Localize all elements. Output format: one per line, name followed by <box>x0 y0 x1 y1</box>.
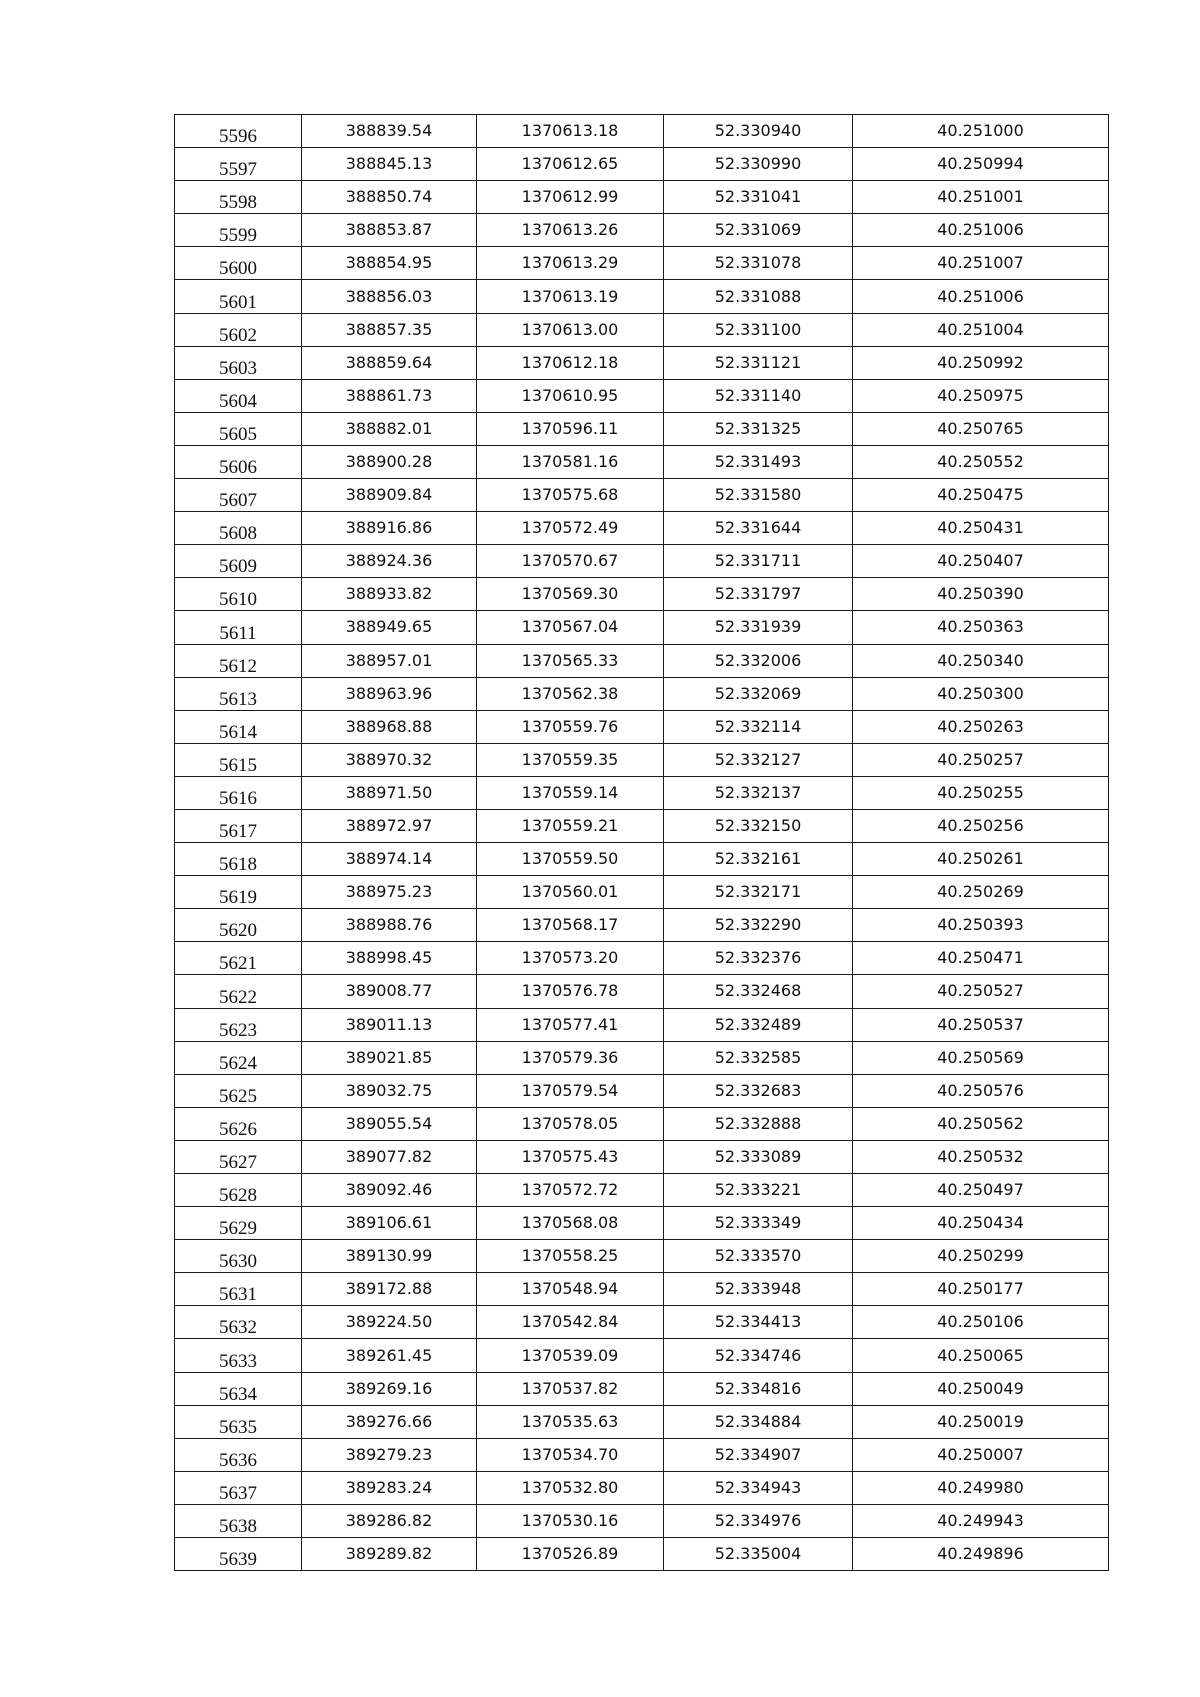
coordinates-table-body <box>175 115 1109 1571</box>
longitude-cell: 40.250497 <box>853 1174 1109 1207</box>
longitude-cell: 40.250537 <box>853 1008 1109 1041</box>
y-coordinate-cell: 1370530.16 <box>477 1504 664 1537</box>
latitude-cell: 52.332290 <box>664 909 853 942</box>
x-coordinate-cell: 388857.35 <box>302 313 477 346</box>
table-row <box>175 115 1109 148</box>
x-coordinate-cell: 388882.01 <box>302 412 477 445</box>
latitude-cell: 52.332489 <box>664 1008 853 1041</box>
x-coordinate-cell: 388924.36 <box>302 545 477 578</box>
y-coordinate-cell: 1370567.04 <box>477 611 664 644</box>
point-number-cell: 5616 <box>175 776 302 809</box>
x-coordinate-cell: 388909.84 <box>302 479 477 512</box>
y-coordinate-cell: 1370560.01 <box>477 876 664 909</box>
table-row <box>175 1074 1109 1107</box>
y-coordinate-cell: 1370559.21 <box>477 809 664 842</box>
longitude-cell: 40.250765 <box>853 412 1109 445</box>
y-coordinate-cell: 1370613.29 <box>477 247 664 280</box>
latitude-cell: 52.332114 <box>664 710 853 743</box>
latitude-cell: 52.332150 <box>664 809 853 842</box>
point-number-cell: 5637 <box>175 1471 302 1504</box>
y-coordinate-cell: 1370613.26 <box>477 214 664 247</box>
latitude-cell: 52.331078 <box>664 247 853 280</box>
y-coordinate-cell: 1370570.67 <box>477 545 664 578</box>
table-row <box>175 611 1109 644</box>
latitude-cell: 52.331939 <box>664 611 853 644</box>
point-number-cell: 5602 <box>175 313 302 346</box>
latitude-cell: 52.335004 <box>664 1538 853 1571</box>
table-row <box>175 1438 1109 1471</box>
point-number-cell: 5601 <box>175 280 302 313</box>
point-number-cell: 5619 <box>175 876 302 909</box>
y-coordinate-cell: 1370576.78 <box>477 975 664 1008</box>
latitude-cell: 52.331069 <box>664 214 853 247</box>
x-coordinate-cell: 389106.61 <box>302 1207 477 1240</box>
y-coordinate-cell: 1370612.18 <box>477 346 664 379</box>
y-coordinate-cell: 1370578.05 <box>477 1107 664 1140</box>
table-row <box>175 843 1109 876</box>
x-coordinate-cell: 389008.77 <box>302 975 477 1008</box>
table-row <box>175 1174 1109 1207</box>
point-number-cell: 5630 <box>175 1240 302 1273</box>
x-coordinate-cell: 389276.66 <box>302 1405 477 1438</box>
point-number-cell: 5625 <box>175 1074 302 1107</box>
latitude-cell: 52.334816 <box>664 1372 853 1405</box>
x-coordinate-cell: 389077.82 <box>302 1140 477 1173</box>
latitude-cell: 52.332137 <box>664 776 853 809</box>
table-row <box>175 1107 1109 1140</box>
point-number-cell: 5624 <box>175 1041 302 1074</box>
table-row <box>175 1471 1109 1504</box>
latitude-cell: 52.331644 <box>664 512 853 545</box>
y-coordinate-cell: 1370575.43 <box>477 1140 664 1173</box>
latitude-cell: 52.334907 <box>664 1438 853 1471</box>
x-coordinate-cell: 389011.13 <box>302 1008 477 1041</box>
x-coordinate-cell: 388861.73 <box>302 379 477 412</box>
x-coordinate-cell: 388963.96 <box>302 677 477 710</box>
point-number-cell: 5610 <box>175 578 302 611</box>
table-row <box>175 545 1109 578</box>
y-coordinate-cell: 1370613.19 <box>477 280 664 313</box>
latitude-cell: 52.331797 <box>664 578 853 611</box>
latitude-cell: 52.331041 <box>664 181 853 214</box>
x-coordinate-cell: 389283.24 <box>302 1471 477 1504</box>
x-coordinate-cell: 389286.82 <box>302 1504 477 1537</box>
table-row <box>175 743 1109 776</box>
point-number-cell: 5599 <box>175 214 302 247</box>
point-number-cell: 5618 <box>175 843 302 876</box>
longitude-cell: 40.250049 <box>853 1372 1109 1405</box>
longitude-cell: 40.250992 <box>853 346 1109 379</box>
longitude-cell: 40.250019 <box>853 1405 1109 1438</box>
point-number-cell: 5634 <box>175 1372 302 1405</box>
y-coordinate-cell: 1370534.70 <box>477 1438 664 1471</box>
table-row <box>175 313 1109 346</box>
x-coordinate-cell: 388972.97 <box>302 809 477 842</box>
latitude-cell: 52.334413 <box>664 1306 853 1339</box>
y-coordinate-cell: 1370535.63 <box>477 1405 664 1438</box>
y-coordinate-cell: 1370542.84 <box>477 1306 664 1339</box>
latitude-cell: 52.333349 <box>664 1207 853 1240</box>
table-row <box>175 909 1109 942</box>
table-row <box>175 181 1109 214</box>
table-row <box>175 214 1109 247</box>
longitude-cell: 40.250532 <box>853 1140 1109 1173</box>
longitude-cell: 40.250065 <box>853 1339 1109 1372</box>
x-coordinate-cell: 388853.87 <box>302 214 477 247</box>
longitude-cell: 40.250569 <box>853 1041 1109 1074</box>
latitude-cell: 52.334746 <box>664 1339 853 1372</box>
longitude-cell: 40.250576 <box>853 1074 1109 1107</box>
point-number-cell: 5615 <box>175 743 302 776</box>
x-coordinate-cell: 389021.85 <box>302 1041 477 1074</box>
latitude-cell: 52.331100 <box>664 313 853 346</box>
longitude-cell: 40.250434 <box>853 1207 1109 1240</box>
point-number-cell: 5604 <box>175 379 302 412</box>
longitude-cell: 40.251004 <box>853 313 1109 346</box>
longitude-cell: 40.250106 <box>853 1306 1109 1339</box>
y-coordinate-cell: 1370573.20 <box>477 942 664 975</box>
x-coordinate-cell: 388975.23 <box>302 876 477 909</box>
x-coordinate-cell: 388998.45 <box>302 942 477 975</box>
point-number-cell: 5627 <box>175 1140 302 1173</box>
longitude-cell: 40.250431 <box>853 512 1109 545</box>
latitude-cell: 52.332585 <box>664 1041 853 1074</box>
point-number-cell: 5631 <box>175 1273 302 1306</box>
table-row <box>175 1405 1109 1438</box>
longitude-cell: 40.250390 <box>853 578 1109 611</box>
x-coordinate-cell: 388933.82 <box>302 578 477 611</box>
table-row <box>175 942 1109 975</box>
y-coordinate-cell: 1370572.49 <box>477 512 664 545</box>
x-coordinate-cell: 388974.14 <box>302 843 477 876</box>
x-coordinate-cell: 388968.88 <box>302 710 477 743</box>
latitude-cell: 52.332127 <box>664 743 853 776</box>
longitude-cell: 40.250562 <box>853 1107 1109 1140</box>
y-coordinate-cell: 1370568.08 <box>477 1207 664 1240</box>
y-coordinate-cell: 1370565.33 <box>477 644 664 677</box>
point-number-cell: 5628 <box>175 1174 302 1207</box>
table-row <box>175 445 1109 478</box>
point-number-cell: 5635 <box>175 1405 302 1438</box>
longitude-cell: 40.250269 <box>853 876 1109 909</box>
latitude-cell: 52.333089 <box>664 1140 853 1173</box>
table-row <box>175 1140 1109 1173</box>
x-coordinate-cell: 388859.64 <box>302 346 477 379</box>
point-number-cell: 5636 <box>175 1438 302 1471</box>
point-number-cell: 5626 <box>175 1107 302 1140</box>
table-row <box>175 1041 1109 1074</box>
x-coordinate-cell: 388850.74 <box>302 181 477 214</box>
point-number-cell: 5605 <box>175 412 302 445</box>
table-row <box>175 1372 1109 1405</box>
table-row <box>175 1339 1109 1372</box>
x-coordinate-cell: 389289.82 <box>302 1538 477 1571</box>
longitude-cell: 40.249980 <box>853 1471 1109 1504</box>
x-coordinate-cell: 388970.32 <box>302 743 477 776</box>
y-coordinate-cell: 1370610.95 <box>477 379 664 412</box>
longitude-cell: 40.250299 <box>853 1240 1109 1273</box>
longitude-cell: 40.249943 <box>853 1504 1109 1537</box>
longitude-cell: 40.251006 <box>853 214 1109 247</box>
table-row <box>175 710 1109 743</box>
latitude-cell: 52.334884 <box>664 1405 853 1438</box>
y-coordinate-cell: 1370575.68 <box>477 479 664 512</box>
y-coordinate-cell: 1370539.09 <box>477 1339 664 1372</box>
latitude-cell: 52.331325 <box>664 412 853 445</box>
longitude-cell: 40.250471 <box>853 942 1109 975</box>
latitude-cell: 52.330940 <box>664 115 853 148</box>
point-number-cell: 5611 <box>175 611 302 644</box>
table-row <box>175 1008 1109 1041</box>
x-coordinate-cell: 388856.03 <box>302 280 477 313</box>
point-number-cell: 5600 <box>175 247 302 280</box>
point-number-cell: 5603 <box>175 346 302 379</box>
y-coordinate-cell: 1370577.41 <box>477 1008 664 1041</box>
longitude-cell: 40.250177 <box>853 1273 1109 1306</box>
x-coordinate-cell: 388988.76 <box>302 909 477 942</box>
y-coordinate-cell: 1370532.80 <box>477 1471 664 1504</box>
table-row <box>175 280 1109 313</box>
latitude-cell: 52.332171 <box>664 876 853 909</box>
table-row <box>175 876 1109 909</box>
longitude-cell: 40.250407 <box>853 545 1109 578</box>
latitude-cell: 52.332683 <box>664 1074 853 1107</box>
table-row <box>175 148 1109 181</box>
latitude-cell: 52.331493 <box>664 445 853 478</box>
longitude-cell: 40.250975 <box>853 379 1109 412</box>
y-coordinate-cell: 1370562.38 <box>477 677 664 710</box>
y-coordinate-cell: 1370612.65 <box>477 148 664 181</box>
y-coordinate-cell: 1370526.89 <box>477 1538 664 1571</box>
point-number-cell: 5621 <box>175 942 302 975</box>
longitude-cell: 40.250363 <box>853 611 1109 644</box>
latitude-cell: 52.333221 <box>664 1174 853 1207</box>
x-coordinate-cell: 389032.75 <box>302 1074 477 1107</box>
x-coordinate-cell: 389055.54 <box>302 1107 477 1140</box>
point-number-cell: 5606 <box>175 445 302 478</box>
x-coordinate-cell: 388900.28 <box>302 445 477 478</box>
table-row <box>175 1538 1109 1571</box>
table-row <box>175 677 1109 710</box>
x-coordinate-cell: 389279.23 <box>302 1438 477 1471</box>
point-number-cell: 5614 <box>175 710 302 743</box>
longitude-cell: 40.251000 <box>853 115 1109 148</box>
point-number-cell: 5597 <box>175 148 302 181</box>
latitude-cell: 52.333570 <box>664 1240 853 1273</box>
point-number-cell: 5609 <box>175 545 302 578</box>
longitude-cell: 40.250256 <box>853 809 1109 842</box>
table-row <box>175 578 1109 611</box>
table-row <box>175 1207 1109 1240</box>
x-coordinate-cell: 389224.50 <box>302 1306 477 1339</box>
longitude-cell: 40.251006 <box>853 280 1109 313</box>
point-number-cell: 5613 <box>175 677 302 710</box>
latitude-cell: 52.332069 <box>664 677 853 710</box>
point-number-cell: 5612 <box>175 644 302 677</box>
longitude-cell: 40.250393 <box>853 909 1109 942</box>
latitude-cell: 52.331711 <box>664 545 853 578</box>
table-row <box>175 512 1109 545</box>
latitude-cell: 52.331580 <box>664 479 853 512</box>
latitude-cell: 52.332376 <box>664 942 853 975</box>
table-row <box>175 1273 1109 1306</box>
longitude-cell: 40.251001 <box>853 181 1109 214</box>
x-coordinate-cell: 388854.95 <box>302 247 477 280</box>
table-row <box>175 975 1109 1008</box>
table-row <box>175 247 1109 280</box>
x-coordinate-cell: 389172.88 <box>302 1273 477 1306</box>
y-coordinate-cell: 1370581.16 <box>477 445 664 478</box>
y-coordinate-cell: 1370579.36 <box>477 1041 664 1074</box>
x-coordinate-cell: 388916.86 <box>302 512 477 545</box>
latitude-cell: 52.331088 <box>664 280 853 313</box>
longitude-cell: 40.251007 <box>853 247 1109 280</box>
point-number-cell: 5622 <box>175 975 302 1008</box>
longitude-cell: 40.250475 <box>853 479 1109 512</box>
y-coordinate-cell: 1370568.17 <box>477 909 664 942</box>
table-row <box>175 1504 1109 1537</box>
latitude-cell: 52.332468 <box>664 975 853 1008</box>
table-row <box>175 479 1109 512</box>
point-number-cell: 5638 <box>175 1504 302 1537</box>
x-coordinate-cell: 389269.16 <box>302 1372 477 1405</box>
y-coordinate-cell: 1370569.30 <box>477 578 664 611</box>
latitude-cell: 52.333948 <box>664 1273 853 1306</box>
x-coordinate-cell: 388845.13 <box>302 148 477 181</box>
y-coordinate-cell: 1370579.54 <box>477 1074 664 1107</box>
latitude-cell: 52.334976 <box>664 1504 853 1537</box>
table-row <box>175 1306 1109 1339</box>
x-coordinate-cell: 388957.01 <box>302 644 477 677</box>
y-coordinate-cell: 1370613.00 <box>477 313 664 346</box>
longitude-cell: 40.250255 <box>853 776 1109 809</box>
y-coordinate-cell: 1370612.99 <box>477 181 664 214</box>
point-number-cell: 5633 <box>175 1339 302 1372</box>
point-number-cell: 5639 <box>175 1538 302 1571</box>
longitude-cell: 40.250340 <box>853 644 1109 677</box>
point-number-cell: 5620 <box>175 909 302 942</box>
latitude-cell: 52.332006 <box>664 644 853 677</box>
latitude-cell: 52.331121 <box>664 346 853 379</box>
y-coordinate-cell: 1370537.82 <box>477 1372 664 1405</box>
point-number-cell: 5608 <box>175 512 302 545</box>
longitude-cell: 40.250261 <box>853 843 1109 876</box>
coordinates-table <box>174 114 1109 1571</box>
point-number-cell: 5617 <box>175 809 302 842</box>
table-row <box>175 379 1109 412</box>
longitude-cell: 40.249896 <box>853 1538 1109 1571</box>
y-coordinate-cell: 1370596.11 <box>477 412 664 445</box>
y-coordinate-cell: 1370559.76 <box>477 710 664 743</box>
x-coordinate-cell: 389261.45 <box>302 1339 477 1372</box>
longitude-cell: 40.250994 <box>853 148 1109 181</box>
point-number-cell: 5596 <box>175 115 302 148</box>
x-coordinate-cell: 389130.99 <box>302 1240 477 1273</box>
longitude-cell: 40.250552 <box>853 445 1109 478</box>
x-coordinate-cell: 388949.65 <box>302 611 477 644</box>
table-row <box>175 644 1109 677</box>
table-row <box>175 412 1109 445</box>
y-coordinate-cell: 1370559.14 <box>477 776 664 809</box>
y-coordinate-cell: 1370559.50 <box>477 843 664 876</box>
y-coordinate-cell: 1370613.18 <box>477 115 664 148</box>
latitude-cell: 52.334943 <box>664 1471 853 1504</box>
point-number-cell: 5629 <box>175 1207 302 1240</box>
table-row <box>175 776 1109 809</box>
latitude-cell: 52.332161 <box>664 843 853 876</box>
latitude-cell: 52.331140 <box>664 379 853 412</box>
longitude-cell: 40.250257 <box>853 743 1109 776</box>
y-coordinate-cell: 1370572.72 <box>477 1174 664 1207</box>
table-row <box>175 809 1109 842</box>
x-coordinate-cell: 388971.50 <box>302 776 477 809</box>
longitude-cell: 40.250007 <box>853 1438 1109 1471</box>
table-row <box>175 1240 1109 1273</box>
x-coordinate-cell: 388839.54 <box>302 115 477 148</box>
latitude-cell: 52.330990 <box>664 148 853 181</box>
y-coordinate-cell: 1370548.94 <box>477 1273 664 1306</box>
point-number-cell: 5598 <box>175 181 302 214</box>
point-number-cell: 5623 <box>175 1008 302 1041</box>
longitude-cell: 40.250263 <box>853 710 1109 743</box>
table-row <box>175 346 1109 379</box>
x-coordinate-cell: 389092.46 <box>302 1174 477 1207</box>
point-number-cell: 5607 <box>175 479 302 512</box>
point-number-cell: 5632 <box>175 1306 302 1339</box>
longitude-cell: 40.250527 <box>853 975 1109 1008</box>
y-coordinate-cell: 1370558.25 <box>477 1240 664 1273</box>
y-coordinate-cell: 1370559.35 <box>477 743 664 776</box>
latitude-cell: 52.332888 <box>664 1107 853 1140</box>
longitude-cell: 40.250300 <box>853 677 1109 710</box>
